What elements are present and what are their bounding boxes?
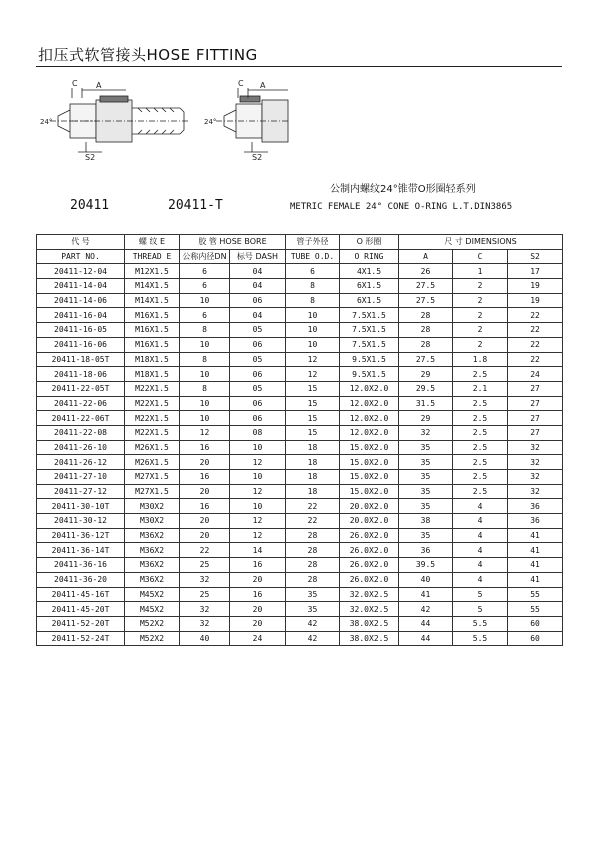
cell-thread: M26X1.5 <box>125 440 180 455</box>
cell-thread: M36X2 <box>125 558 180 573</box>
cell-c: 4 <box>453 543 508 558</box>
cell-dash: 04 <box>230 264 286 279</box>
cell-dash: 20 <box>230 572 286 587</box>
cell-o-ring: 20.0X2.0 <box>340 514 399 529</box>
fitting-drawings <box>30 76 290 166</box>
table-row <box>37 558 563 573</box>
cell-o-ring: 15.0X2.0 <box>340 470 399 485</box>
cell-a: 38 <box>399 514 453 529</box>
cell-part-no: 20411-36-14T <box>37 543 125 558</box>
cell-tube-od: 15 <box>286 425 340 440</box>
page-title: 扣压式软管接头HOSE FITTING <box>38 46 258 64</box>
cell-c: 2.5 <box>453 425 508 440</box>
cell-o-ring: 12.0X2.0 <box>340 381 399 396</box>
cell-tube-od: 15 <box>286 411 340 426</box>
cell-tube-od: 10 <box>286 337 340 352</box>
cell-tube-od: 10 <box>286 323 340 338</box>
right-label-angle: 24° <box>204 118 217 126</box>
table-row <box>37 440 563 455</box>
cell-dash: 12 <box>230 514 286 529</box>
cell-dn: 8 <box>180 323 230 338</box>
cell-s2: 41 <box>508 543 563 558</box>
table-row <box>37 616 563 631</box>
right-label-a: A <box>260 81 266 90</box>
cell-c: 2.5 <box>453 455 508 470</box>
cell-dn: 8 <box>180 352 230 367</box>
cell-dash: 20 <box>230 616 286 631</box>
cell-thread: M45X2 <box>125 602 180 617</box>
right-fitting-drawing <box>216 88 290 152</box>
cell-part-no: 20411-52-24T <box>37 631 125 646</box>
cell-tube-od: 18 <box>286 455 340 470</box>
table-row <box>37 367 563 382</box>
cell-thread: M22X1.5 <box>125 425 180 440</box>
cell-a: 32 <box>399 425 453 440</box>
header-part-cn: 代 号 <box>37 235 125 250</box>
header-rule <box>36 66 562 67</box>
cell-o-ring: 15.0X2.0 <box>340 455 399 470</box>
cell-s2: 55 <box>508 587 563 602</box>
cell-tube-od: 22 <box>286 514 340 529</box>
cell-c: 2 <box>453 337 508 352</box>
cell-c: 4 <box>453 572 508 587</box>
table-row <box>37 411 563 426</box>
cell-thread: M12X1.5 <box>125 264 180 279</box>
left-label-c: C <box>72 79 78 88</box>
cell-s2: 41 <box>508 558 563 573</box>
cell-dash: 12 <box>230 455 286 470</box>
cell-c: 5 <box>453 587 508 602</box>
cell-o-ring: 12.0X2.0 <box>340 396 399 411</box>
cell-c: 2 <box>453 308 508 323</box>
header-o-ring: O RING <box>340 249 399 264</box>
cell-part-no: 20411-16-05 <box>37 323 125 338</box>
cell-part-no: 20411-14-04 <box>37 279 125 294</box>
left-label-a: A <box>96 81 102 90</box>
cell-o-ring: 38.0X2.5 <box>340 631 399 646</box>
header-tube-cn: 管子外径 <box>286 235 340 250</box>
cell-dn: 16 <box>180 470 230 485</box>
cell-s2: 41 <box>508 528 563 543</box>
header-thread-e: THREAD E <box>125 249 180 264</box>
right-label-s2: S2 <box>252 153 263 162</box>
series-title-en: METRIC FEMALE 24° CONE O-RING L.T.DIN3865 <box>290 202 513 212</box>
table-row <box>37 499 563 514</box>
cell-a: 44 <box>399 631 453 646</box>
cell-tube-od: 28 <box>286 543 340 558</box>
cell-tube-od: 8 <box>286 293 340 308</box>
header-a: A <box>399 249 453 264</box>
cell-c: 2.5 <box>453 396 508 411</box>
cell-tube-od: 35 <box>286 587 340 602</box>
cell-c: 2.5 <box>453 484 508 499</box>
header-part-no: PART NO. <box>37 249 125 264</box>
cell-c: 2.5 <box>453 440 508 455</box>
cell-s2: 27 <box>508 411 563 426</box>
cell-a: 35 <box>399 470 453 485</box>
cell-dash: 20 <box>230 602 286 617</box>
left-label-s2: S2 <box>85 153 96 162</box>
cell-c: 2 <box>453 293 508 308</box>
cell-o-ring: 9.5X1.5 <box>340 367 399 382</box>
cell-dash: 06 <box>230 367 286 382</box>
cell-dn: 6 <box>180 264 230 279</box>
series-title-cn: 公制内螺纹24°锥带O形圈轻系列 <box>330 184 476 195</box>
cell-dn: 10 <box>180 293 230 308</box>
cell-dn: 40 <box>180 631 230 646</box>
cell-dn: 20 <box>180 514 230 529</box>
cell-tube-od: 28 <box>286 528 340 543</box>
header-c: C <box>453 249 508 264</box>
table-row <box>37 484 563 499</box>
header-tube-od: TUBE O.D. <box>286 249 340 264</box>
header-s2: S2 <box>508 249 563 264</box>
cell-tube-od: 15 <box>286 396 340 411</box>
cell-thread: M36X2 <box>125 572 180 587</box>
cell-tube-od: 28 <box>286 558 340 573</box>
cell-o-ring: 38.0X2.5 <box>340 616 399 631</box>
cell-o-ring: 4X1.5 <box>340 264 399 279</box>
cell-thread: M16X1.5 <box>125 323 180 338</box>
cell-part-no: 20411-36-12T <box>37 528 125 543</box>
left-fitting-drawing <box>50 88 190 152</box>
cell-dn: 8 <box>180 381 230 396</box>
cell-thread: M22X1.5 <box>125 396 180 411</box>
cell-thread: M30X2 <box>125 499 180 514</box>
cell-s2: 19 <box>508 293 563 308</box>
cell-thread: M27X1.5 <box>125 470 180 485</box>
cell-part-no: 20411-26-10 <box>37 440 125 455</box>
cell-s2: 17 <box>508 264 563 279</box>
cell-thread: M36X2 <box>125 543 180 558</box>
cell-tube-od: 18 <box>286 484 340 499</box>
cell-part-no: 20411-30-10T <box>37 499 125 514</box>
table-row <box>37 572 563 587</box>
cell-s2: 22 <box>508 323 563 338</box>
cell-c: 4 <box>453 499 508 514</box>
cell-thread: M22X1.5 <box>125 411 180 426</box>
cell-o-ring: 15.0X2.0 <box>340 440 399 455</box>
cell-a: 35 <box>399 484 453 499</box>
cell-c: 4 <box>453 558 508 573</box>
cell-dash: 24 <box>230 631 286 646</box>
table-row <box>37 602 563 617</box>
cell-dash: 10 <box>230 440 286 455</box>
header-dn: 公称内径DN <box>180 249 230 264</box>
cell-dn: 10 <box>180 396 230 411</box>
cell-part-no: 20411-22-05T <box>37 381 125 396</box>
cell-dash: 16 <box>230 558 286 573</box>
cell-tube-od: 6 <box>286 264 340 279</box>
cell-s2: 27 <box>508 396 563 411</box>
cell-thread: M14X1.5 <box>125 279 180 294</box>
cell-tube-od: 22 <box>286 499 340 514</box>
table-body <box>37 264 563 646</box>
cell-c: 5.5 <box>453 631 508 646</box>
cell-dash: 10 <box>230 470 286 485</box>
cell-o-ring: 15.0X2.0 <box>340 484 399 499</box>
cell-part-no: 20411-16-06 <box>37 337 125 352</box>
cell-tube-od: 10 <box>286 308 340 323</box>
cell-dn: 25 <box>180 558 230 573</box>
table-row <box>37 352 563 367</box>
cell-tube-od: 12 <box>286 352 340 367</box>
cell-s2: 19 <box>508 279 563 294</box>
cell-o-ring: 6X1.5 <box>340 293 399 308</box>
cell-s2: 22 <box>508 337 563 352</box>
cell-c: 5 <box>453 602 508 617</box>
cell-dn: 20 <box>180 528 230 543</box>
cell-a: 41 <box>399 587 453 602</box>
cell-part-no: 20411-22-06 <box>37 396 125 411</box>
cell-tube-od: 42 <box>286 616 340 631</box>
cell-c: 2.5 <box>453 367 508 382</box>
cell-s2: 36 <box>508 514 563 529</box>
cell-dn: 20 <box>180 455 230 470</box>
cell-dn: 16 <box>180 499 230 514</box>
cell-s2: 32 <box>508 440 563 455</box>
cell-o-ring: 32.0X2.5 <box>340 602 399 617</box>
cell-a: 27.5 <box>399 352 453 367</box>
cell-s2: 32 <box>508 455 563 470</box>
product-code-20411: 20411 <box>70 198 110 213</box>
cell-o-ring: 26.0X2.0 <box>340 558 399 573</box>
cell-o-ring: 12.0X2.0 <box>340 425 399 440</box>
cell-part-no: 20411-27-12 <box>37 484 125 499</box>
header-oring-cn: O 形圈 <box>340 235 399 250</box>
cell-c: 5.5 <box>453 616 508 631</box>
cell-a: 27.5 <box>399 293 453 308</box>
cell-s2: 60 <box>508 631 563 646</box>
cell-thread: M36X2 <box>125 528 180 543</box>
cell-thread: M18X1.5 <box>125 352 180 367</box>
cell-a: 27.5 <box>399 279 453 294</box>
cell-a: 28 <box>399 337 453 352</box>
cell-c: 4 <box>453 514 508 529</box>
cell-dn: 6 <box>180 308 230 323</box>
cell-c: 2.5 <box>453 470 508 485</box>
cell-s2: 24 <box>508 367 563 382</box>
cell-part-no: 20411-12-04 <box>37 264 125 279</box>
header-dash: 标号 DASH <box>230 249 286 264</box>
cell-thread: M45X2 <box>125 587 180 602</box>
cell-dash: 16 <box>230 587 286 602</box>
cell-o-ring: 12.0X2.0 <box>340 411 399 426</box>
cell-a: 35 <box>399 499 453 514</box>
cell-c: 2 <box>453 323 508 338</box>
table-row <box>37 587 563 602</box>
cell-part-no: 20411-52-20T <box>37 616 125 631</box>
right-label-c: C <box>238 79 244 88</box>
cell-part-no: 20411-14-06 <box>37 293 125 308</box>
cell-s2: 27 <box>508 381 563 396</box>
cell-part-no: 20411-36-16 <box>37 558 125 573</box>
cell-dn: 10 <box>180 337 230 352</box>
cell-o-ring: 26.0X2.0 <box>340 543 399 558</box>
cell-dash: 08 <box>230 425 286 440</box>
cell-dash: 06 <box>230 411 286 426</box>
cell-a: 36 <box>399 543 453 558</box>
cell-c: 2.1 <box>453 381 508 396</box>
cell-s2: 32 <box>508 470 563 485</box>
cell-a: 28 <box>399 323 453 338</box>
cell-tube-od: 42 <box>286 631 340 646</box>
cell-o-ring: 7.5X1.5 <box>340 308 399 323</box>
cell-a: 40 <box>399 572 453 587</box>
cell-c: 2.5 <box>453 411 508 426</box>
cell-thread: M16X1.5 <box>125 308 180 323</box>
cell-tube-od: 8 <box>286 279 340 294</box>
table-row <box>37 396 563 411</box>
table-row <box>37 337 563 352</box>
cell-dash: 05 <box>230 381 286 396</box>
cell-thread: M16X1.5 <box>125 337 180 352</box>
cell-part-no: 20411-18-05T <box>37 352 125 367</box>
cell-thread: M30X2 <box>125 514 180 529</box>
cell-dn: 20 <box>180 484 230 499</box>
spec-table <box>36 234 563 646</box>
cell-dn: 22 <box>180 543 230 558</box>
cell-thread: M18X1.5 <box>125 367 180 382</box>
cell-s2: 22 <box>508 308 563 323</box>
cell-o-ring: 7.5X1.5 <box>340 323 399 338</box>
cell-c: 4 <box>453 528 508 543</box>
cell-thread: M27X1.5 <box>125 484 180 499</box>
cell-part-no: 20411-45-20T <box>37 602 125 617</box>
table-row <box>37 514 563 529</box>
cell-part-no: 20411-18-06 <box>37 367 125 382</box>
header-dimensions: 尺 寸 DIMENSIONS <box>399 235 563 250</box>
cell-c: 1.8 <box>453 352 508 367</box>
cell-dn: 6 <box>180 279 230 294</box>
cell-tube-od: 18 <box>286 440 340 455</box>
cell-a: 35 <box>399 440 453 455</box>
cell-c: 2 <box>453 279 508 294</box>
cell-part-no: 20411-26-12 <box>37 455 125 470</box>
product-code-20411-t: 20411-T <box>168 198 223 213</box>
cell-dash: 05 <box>230 352 286 367</box>
cell-dash: 14 <box>230 543 286 558</box>
cell-dash: 06 <box>230 337 286 352</box>
table-row <box>37 631 563 646</box>
cell-thread: M26X1.5 <box>125 455 180 470</box>
cell-dn: 25 <box>180 587 230 602</box>
cell-s2: 32 <box>508 484 563 499</box>
cell-o-ring: 26.0X2.0 <box>340 528 399 543</box>
cell-c: 1 <box>453 264 508 279</box>
cell-a: 29 <box>399 367 453 382</box>
cell-a: 31.5 <box>399 396 453 411</box>
cell-a: 28 <box>399 308 453 323</box>
cell-thread: M52X2 <box>125 616 180 631</box>
table-row <box>37 264 563 279</box>
table-row <box>37 425 563 440</box>
cell-dash: 10 <box>230 499 286 514</box>
cell-a: 29.5 <box>399 381 453 396</box>
table-header-row-1 <box>37 235 563 250</box>
cell-tube-od: 35 <box>286 602 340 617</box>
table-row <box>37 279 563 294</box>
cell-o-ring: 9.5X1.5 <box>340 352 399 367</box>
cell-o-ring: 32.0X2.5 <box>340 587 399 602</box>
cell-dn: 32 <box>180 616 230 631</box>
cell-a: 44 <box>399 616 453 631</box>
cell-o-ring: 6X1.5 <box>340 279 399 294</box>
header-thread-cn: 螺 纹 E <box>125 235 180 250</box>
cell-s2: 60 <box>508 616 563 631</box>
cell-a: 42 <box>399 602 453 617</box>
header-hose-bore: 胶 管 HOSE BORE <box>180 235 286 250</box>
table-row <box>37 308 563 323</box>
cell-part-no: 20411-36-20 <box>37 572 125 587</box>
cell-a: 35 <box>399 455 453 470</box>
cell-o-ring: 7.5X1.5 <box>340 337 399 352</box>
cell-dash: 04 <box>230 279 286 294</box>
cell-s2: 36 <box>508 499 563 514</box>
cell-dn: 12 <box>180 425 230 440</box>
cell-dash: 06 <box>230 396 286 411</box>
cell-dash: 06 <box>230 293 286 308</box>
cell-o-ring: 20.0X2.0 <box>340 499 399 514</box>
table-row <box>37 293 563 308</box>
cell-thread: M52X2 <box>125 631 180 646</box>
cell-part-no: 20411-16-04 <box>37 308 125 323</box>
table-row <box>37 323 563 338</box>
table-row <box>37 543 563 558</box>
cell-tube-od: 18 <box>286 470 340 485</box>
cell-dash: 05 <box>230 323 286 338</box>
cell-s2: 27 <box>508 425 563 440</box>
cell-tube-od: 15 <box>286 381 340 396</box>
cell-dn: 32 <box>180 602 230 617</box>
cell-s2: 55 <box>508 602 563 617</box>
cell-thread: M14X1.5 <box>125 293 180 308</box>
cell-s2: 22 <box>508 352 563 367</box>
table-row <box>37 455 563 470</box>
cell-part-no: 20411-22-08 <box>37 425 125 440</box>
cell-part-no: 20411-30-12 <box>37 514 125 529</box>
table-header-row-2 <box>37 249 563 264</box>
table-row <box>37 470 563 485</box>
cell-thread: M22X1.5 <box>125 381 180 396</box>
cell-a: 39.5 <box>399 558 453 573</box>
cell-dn: 16 <box>180 440 230 455</box>
cell-part-no: 20411-45-16T <box>37 587 125 602</box>
cell-dn: 10 <box>180 367 230 382</box>
cell-a: 29 <box>399 411 453 426</box>
cell-dash: 12 <box>230 528 286 543</box>
cell-dash: 04 <box>230 308 286 323</box>
cell-dn: 10 <box>180 411 230 426</box>
cell-a: 26 <box>399 264 453 279</box>
cell-dash: 12 <box>230 484 286 499</box>
cell-part-no: 20411-27-10 <box>37 470 125 485</box>
cell-a: 35 <box>399 528 453 543</box>
cell-tube-od: 28 <box>286 572 340 587</box>
cell-o-ring: 26.0X2.0 <box>340 572 399 587</box>
cell-part-no: 20411-22-06T <box>37 411 125 426</box>
cell-dn: 32 <box>180 572 230 587</box>
table-row <box>37 381 563 396</box>
cell-tube-od: 12 <box>286 367 340 382</box>
left-label-angle: 24° <box>40 118 53 126</box>
cell-s2: 41 <box>508 572 563 587</box>
table-row <box>37 528 563 543</box>
